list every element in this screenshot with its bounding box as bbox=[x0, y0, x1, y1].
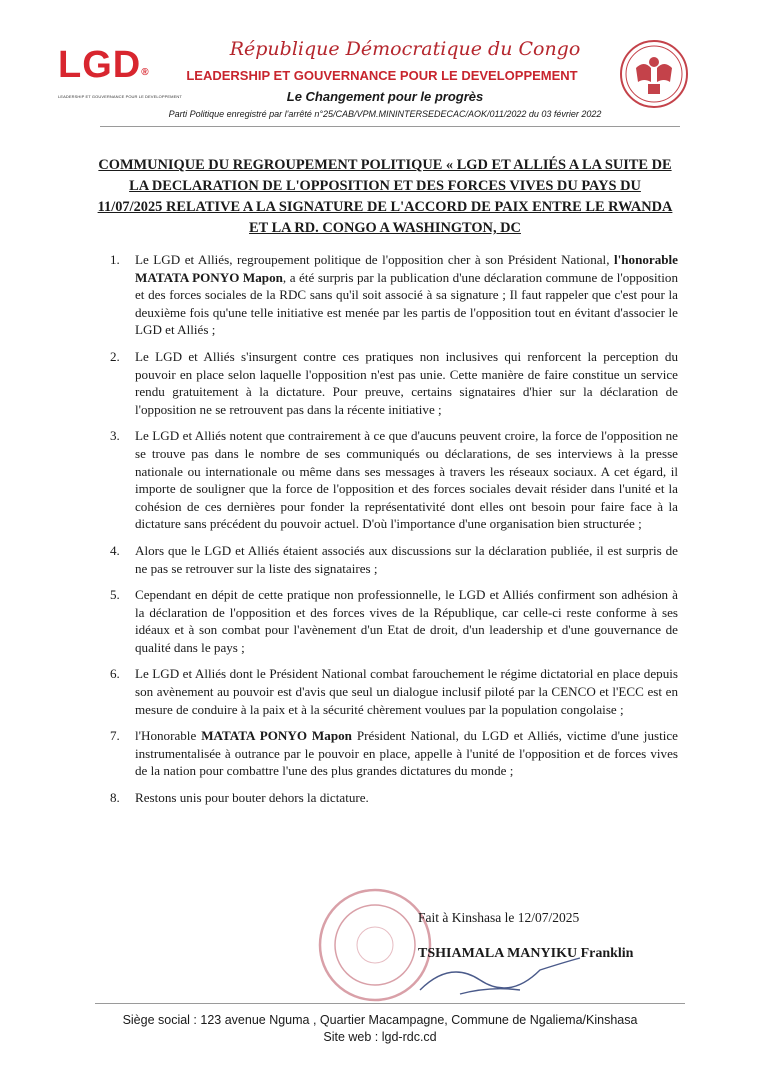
party-logo bbox=[58, 44, 182, 99]
list-item bbox=[110, 586, 678, 656]
item-text: Le LGD et Alliés notent que contrairement à ce que d'aucuns peuvent croire, la force de l'opposition ne se trouve pas dans le nombre de ses communiqués ou déclarations, de ses interviews à la presse nationale ou internationale ou même dans ses messages à travers les réseaux sociaux. A cet égard, il importe de souligner que la force de l'opposition et des forces sociales devait résider dans l'unité et la cohésion de ces dernières pour fonder la représentativité dont elles ont besoin pour faire face à la dictature sans précédent du pouvoir actuel. D'où l'importance d'une organisation bien structurée ; bbox=[135, 428, 678, 532]
item-bold-text: MATATA PONYO Mapon bbox=[201, 728, 352, 744]
party-name: LEADERSHIP ET GOUVERNANCE POUR LE DEVELOPPEMENT bbox=[186, 68, 578, 83]
logo-mark bbox=[58, 46, 168, 92]
item-text: Le LGD et Alliés, regroupement politique de l'opposition cher à son Président National, bbox=[135, 252, 614, 267]
item-text: Cependant en dépit de cette pratique non professionnelle, le LGD et Alliés confirment son adhésion à la déclaration de l'opposition et des forces vives de la République, car celle-ci reste conforme à ses idéaux et à son combat pour l'avènement d'un Etat de droit, d'un leadership et d'une gouvernance de qualité dans le pays ; bbox=[135, 587, 678, 655]
communique-points bbox=[110, 251, 678, 816]
logo-subtitle: LEADERSHIP ET GOUVERNANCE POUR LE DEVELOPPEMENT bbox=[58, 94, 182, 99]
footer bbox=[60, 1012, 700, 1046]
list-item bbox=[110, 542, 678, 577]
item-number: 8. bbox=[110, 790, 120, 806]
item-text: Le LGD et Alliés dont le Président National combat farouchement le régime dictatorial en place depuis son avènement au pouvoir est d'avis que seul un dialogue inclusif piloté par la CENCO et l'ECC est en mesure de conduire à la paix et à la sécurité chèrement voulues par la population congolaise ; bbox=[135, 666, 678, 717]
footer-address: Siège social : 123 avenue Nguma , Quartier Macampagne, Commune de Ngaliema/Kinshasa bbox=[122, 1013, 638, 1027]
header-divider bbox=[100, 126, 680, 127]
item-number: 1. bbox=[110, 252, 120, 267]
footer-website: Site web : lgd-rdc.cd bbox=[323, 1030, 437, 1044]
list-item bbox=[110, 348, 678, 418]
signatory-name: TSHIAMALA MANYIKU Franklin bbox=[418, 946, 634, 961]
item-number: 7. bbox=[110, 728, 120, 744]
item-text: Restons unis pour bouter dehors la dictature. bbox=[135, 790, 369, 806]
registration-line: Parti Politique enregistré par l'arrêté n°25/CAB/VPM.MININTERSEDECAC/AOK/011/2022 du 03 février 2022 bbox=[168, 109, 602, 119]
item-text: Alors que le LGD et Alliés étaient associés aux discussions sur la déclaration publiée, il est surpris de ne pas se retrouver sur la liste des signataires ; bbox=[135, 542, 678, 576]
list-item bbox=[110, 665, 678, 718]
party-slogan: Le Changement pour le progrès bbox=[286, 89, 484, 104]
emblem-seal-icon bbox=[618, 38, 690, 110]
item-text-end: Président National, du LGD et Alliés, victime d'une justice instrumentalisée à outrance par le pouvoir en place, appelle à l'unité de l'opposition et de forces vives de la nation pour combattre l'une des plus grandes dictatures du monde ; bbox=[135, 728, 678, 779]
place-date: Fait à Kinshasa le 12/07/2025 bbox=[418, 910, 580, 925]
item-number: 2. bbox=[110, 348, 120, 364]
item-text: l'Honorable bbox=[135, 728, 202, 744]
list-item bbox=[110, 251, 678, 339]
item-text: Le LGD et Alliés s'insurgent contre ces pratiques non inclusives qui renforcent la perception du pouvoir en place selon laquelle l'opposition n'est pas unie. Cette manière de faire constitue un service rendu gratuitement à la dictature. Pour preuve, certains signataires d'hier sur la déclaration de l'opposition ne se retrouvent pas dans la récente initiative ; bbox=[135, 348, 678, 417]
handwritten-signature-icon bbox=[390, 950, 590, 1000]
footer-divider bbox=[95, 1003, 685, 1004]
item-number: 3. bbox=[110, 428, 120, 444]
logo-registered-mark: ® bbox=[141, 67, 150, 78]
list-item bbox=[110, 427, 678, 533]
logo-text: LGD bbox=[58, 44, 142, 86]
republic-heading: République Démocratique du Congo bbox=[229, 38, 581, 60]
list-item bbox=[110, 727, 678, 780]
item-number: 4. bbox=[110, 542, 120, 558]
item-number: 5. bbox=[110, 587, 120, 603]
item-bold-text: l'honorable MATATA PONYO Mapon bbox=[135, 252, 678, 285]
communique-title: COMMUNIQUE DU REGROUPEMENT POLITIQUE « LGD ET ALLIÉS A LA SUITE DE LA DECLARATION DE L'OPPOSITION ET DES FORCES VIVES DU PAYS DU 11/07/2025 RELATIVE A LA SIGNATURE DE L'ACCORD DE PAIX ENTRE LE RWANDA ET LA RD. CONGO A WASHINGTON, DC bbox=[97, 157, 673, 236]
list-item bbox=[110, 789, 678, 807]
item-number: 6. bbox=[110, 666, 120, 682]
item-text-end: , a été surpris par la publication d'une déclaration commune de l'opposition et des forces sociales de la RDC sans qu'il soit associé à sa signature ; Il faut rappeler que c'est pour la deuxième fois qu'une telle initiative est menée par les partis de l'opposition tout en évitant d'associer le LGD et Alliés ; bbox=[135, 269, 678, 338]
